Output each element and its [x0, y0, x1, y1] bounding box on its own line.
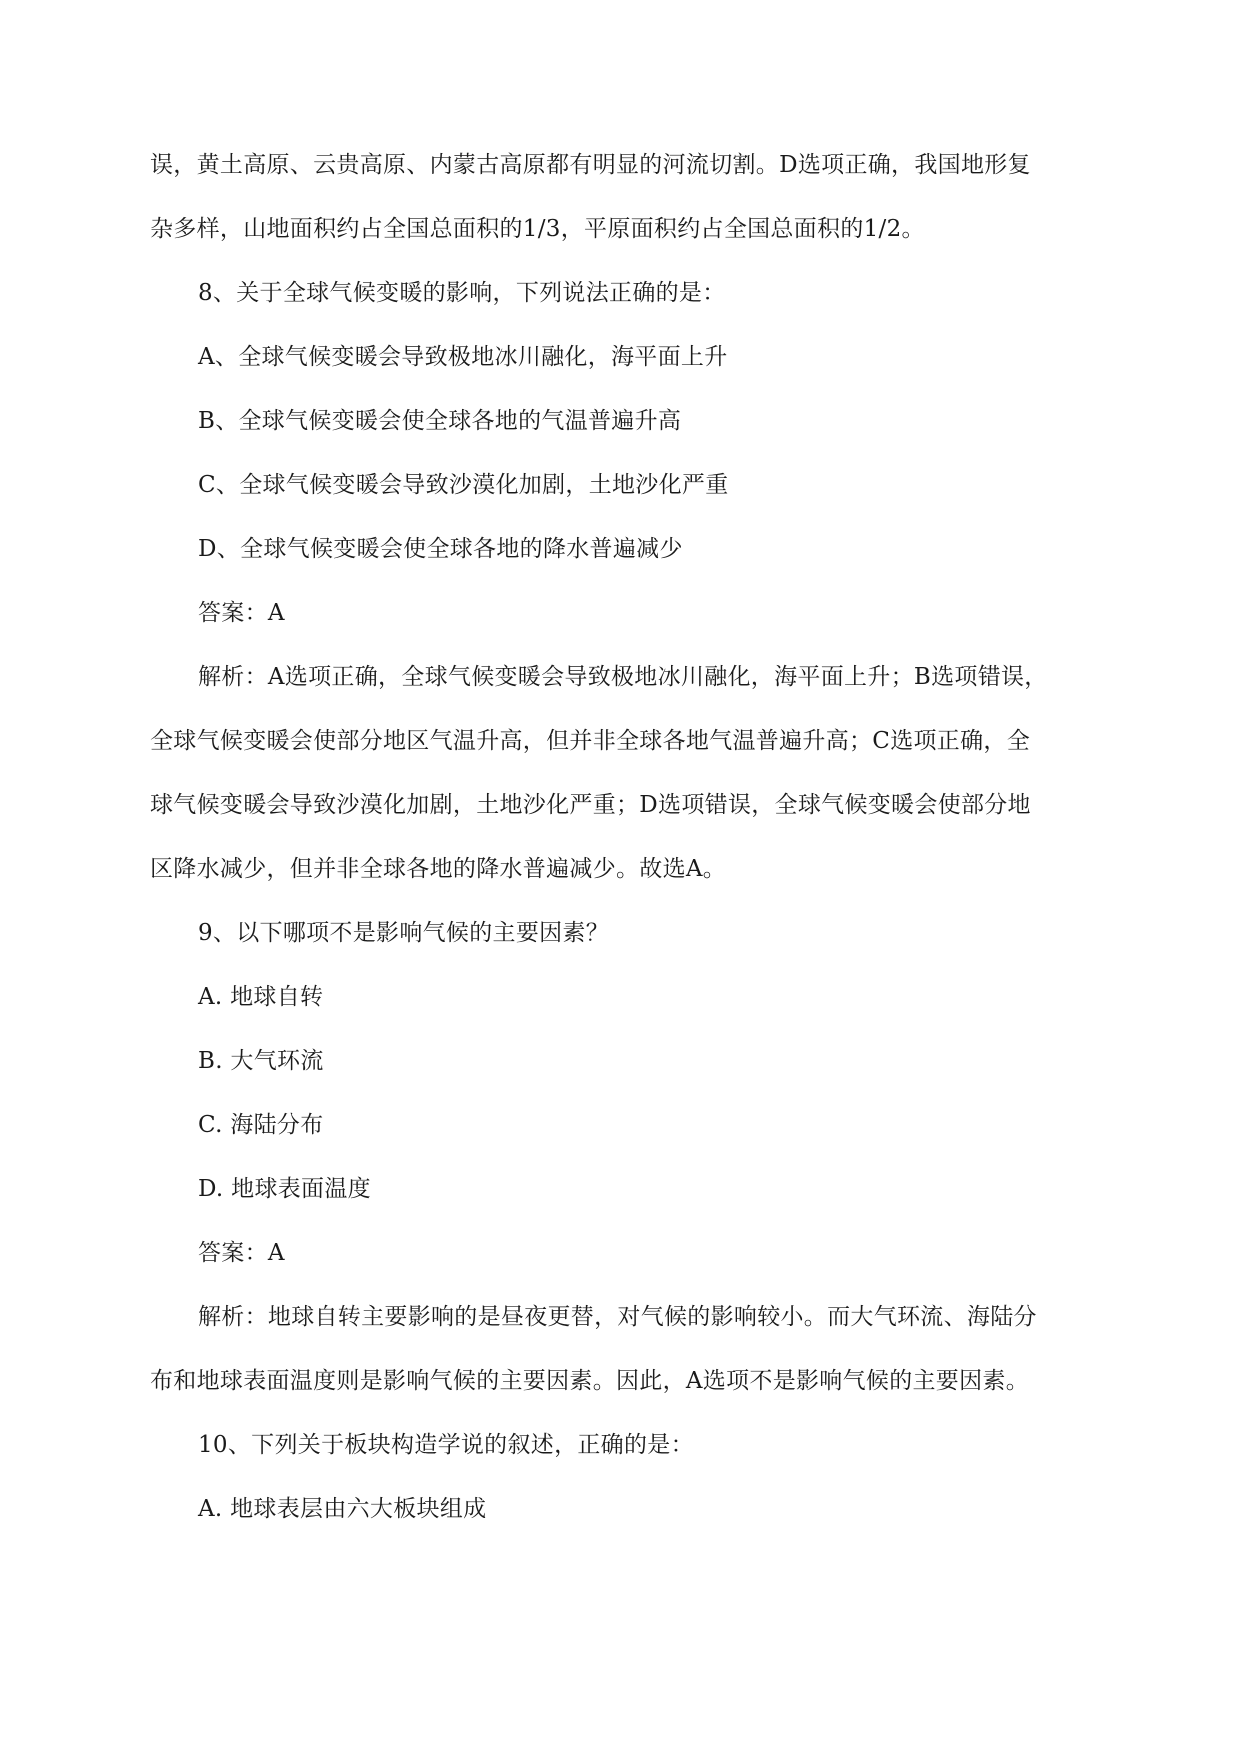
question-8-analysis: 区降水减少，但并非全球各地的降水普遍减少。故选A。 — [150, 856, 727, 882]
paragraph-line: 误，黄土高原、云贵高原、内蒙古高原都有明显的河流切割。D选项正确，我国地形复 — [150, 152, 1031, 178]
question-8-analysis: 解析：A选项正确，全球气候变暖会导致极地冰川融化，海平面上升；B选项错误， — [198, 664, 1048, 690]
question-9-stem: 9、以下哪项不是影响气候的主要因素？ — [198, 920, 610, 946]
question-9-option-d: D. 地球表面温度 — [198, 1176, 371, 1202]
paragraph-line: 杂多样，山地面积约占全国总面积的1/3，平原面积约占全国总面积的1/2。 — [150, 216, 925, 242]
question-9-option-c: C. 海陆分布 — [198, 1112, 324, 1138]
question-8-option-d: D、全球气候变暖会使全球各地的降水普遍减少 — [198, 536, 683, 562]
question-8-answer: 答案：A — [198, 600, 285, 626]
question-8-analysis: 全球气候变暖会使部分地区气温升高，但并非全球各地气温普遍升高；C选项正确，全 — [150, 728, 1030, 754]
question-9-analysis: 解析：地球自转主要影响的是昼夜更替，对气候的影响较小。而大气环流、海陆分 — [198, 1304, 1037, 1330]
question-9-analysis: 布和地球表面温度则是影响气候的主要因素。因此，A选项不是影响气候的主要因素。 — [150, 1368, 1030, 1394]
question-8-option-b: B、全球气候变暖会使全球各地的气温普遍升高 — [198, 408, 682, 434]
question-8-stem: 8、关于全球气候变暖的影响，下列说法正确的是： — [198, 280, 726, 306]
question-8-analysis: 球气候变暖会导致沙漠化加剧，土地沙化严重；D选项错误，全球气候变暖会使部分地 — [150, 792, 1031, 818]
question-9-option-b: B. 大气环流 — [198, 1048, 324, 1074]
question-9-answer: 答案：A — [198, 1240, 285, 1266]
question-9-option-a: A. 地球自转 — [198, 984, 324, 1010]
question-10-stem: 10、下列关于板块构造学说的叙述，正确的是： — [198, 1432, 694, 1458]
question-8-option-a: A、全球气候变暖会导致极地冰川融化，海平面上升 — [198, 344, 728, 370]
question-10-option-a: A. 地球表层由六大板块组成 — [198, 1496, 487, 1522]
question-8-option-c: C、全球气候变暖会导致沙漠化加剧，土地沙化严重 — [198, 472, 729, 498]
